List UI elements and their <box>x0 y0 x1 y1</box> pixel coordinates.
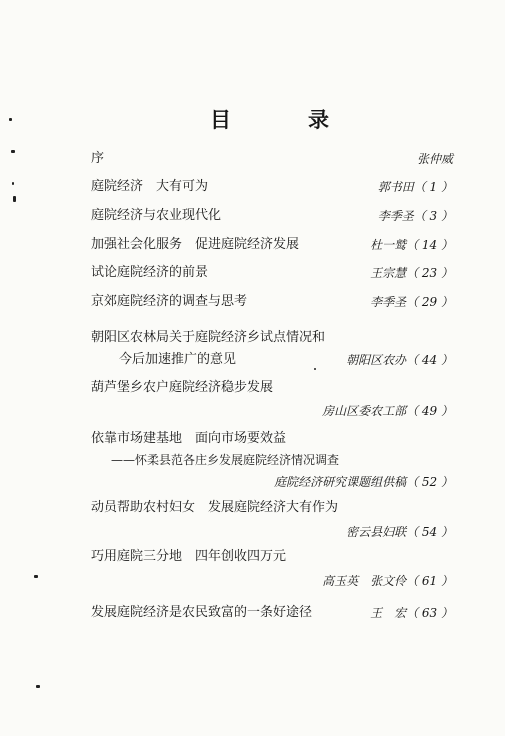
toc-entry-author: 朝阳区农办（ 44 ） <box>346 353 453 367</box>
toc-entry-author: 杜一鹫（ 14 ） <box>370 238 453 252</box>
toc-entry[interactable] <box>91 293 453 311</box>
toc-entry-title: 动员帮助农村妇女 发展庭院经济大有作为 <box>91 500 339 515</box>
scan-speck <box>314 368 316 370</box>
toc-entry[interactable] <box>91 236 453 254</box>
scan-speck <box>34 575 38 578</box>
toc-entry-author: 李季圣（ 29 ） <box>370 295 453 309</box>
toc-entry-author: 庭院经济研究课题组供稿（ 52 ） <box>274 475 453 489</box>
toc-entry[interactable] <box>91 548 453 592</box>
toc-entry[interactable] <box>91 499 453 543</box>
toc-entry-title: 依靠市场建基地 面向市场要效益 <box>91 431 287 446</box>
toc-entry-subtitle: ——怀柔县范各庄乡发展庭院经济情况调查 <box>111 453 340 467</box>
toc-entry-title: 序 <box>91 151 105 166</box>
toc-entry-author: 房山区委农工部（ 49 ） <box>322 404 453 418</box>
toc-entry-title: 葫芦堡乡农户庭院经济稳步发展 <box>91 380 274 395</box>
toc-entry-title: 庭院经济 大有可为 <box>91 179 209 194</box>
title-char-1: 目 <box>210 108 231 132</box>
toc-entry-author: 张仲威 <box>416 152 453 166</box>
toc-entry[interactable] <box>91 178 453 196</box>
toc-entry[interactable] <box>91 264 453 282</box>
toc-entry-title: 巧用庭院三分地 四年创收四万元 <box>91 549 287 564</box>
scan-speck <box>9 118 12 121</box>
title-char-2: 录 <box>308 108 329 132</box>
toc-entry-author: 郭书田（ 1 ） <box>377 180 453 194</box>
toc-entry-title-line2: 今后加速推广的意见 <box>119 352 237 367</box>
toc-entry-author: 高玉英 张文伶（ 61 ） <box>322 574 453 588</box>
toc-entry[interactable] <box>91 329 453 373</box>
toc-entry-title: 发展庭院经济是农民致富的一条好途径 <box>91 605 313 620</box>
scan-speck <box>36 685 40 688</box>
toc-entry-title: 加强社会化服务 促进庭院经济发展 <box>91 237 300 252</box>
toc-entry-author: 密云县妇联（ 54 ） <box>346 525 453 539</box>
toc-entry-author: 王 宏（ 63 ） <box>370 606 453 620</box>
scan-speck <box>13 196 16 202</box>
scan-speck <box>12 182 14 185</box>
toc-entry[interactable] <box>91 150 453 168</box>
toc-entry-author: 王宗慧（ 23 ） <box>370 266 453 280</box>
toc-entry-title: 试论庭院经济的前景 <box>91 265 209 280</box>
toc-entry[interactable] <box>91 430 453 490</box>
toc-entry-title: 京郊庭院经济的调查与思考 <box>91 294 248 309</box>
toc-entry-title: 庭院经济与农业现代化 <box>91 208 222 223</box>
toc-entry-author: 李季圣（ 3 ） <box>377 209 453 223</box>
page-title <box>0 104 505 134</box>
toc-entry[interactable] <box>91 207 453 225</box>
toc-entry-title: 朝阳区农林局关于庭院经济乡试点情况和 <box>91 330 326 345</box>
toc-entry[interactable] <box>91 379 453 423</box>
scan-speck <box>11 150 15 153</box>
toc-entry[interactable] <box>91 604 453 622</box>
